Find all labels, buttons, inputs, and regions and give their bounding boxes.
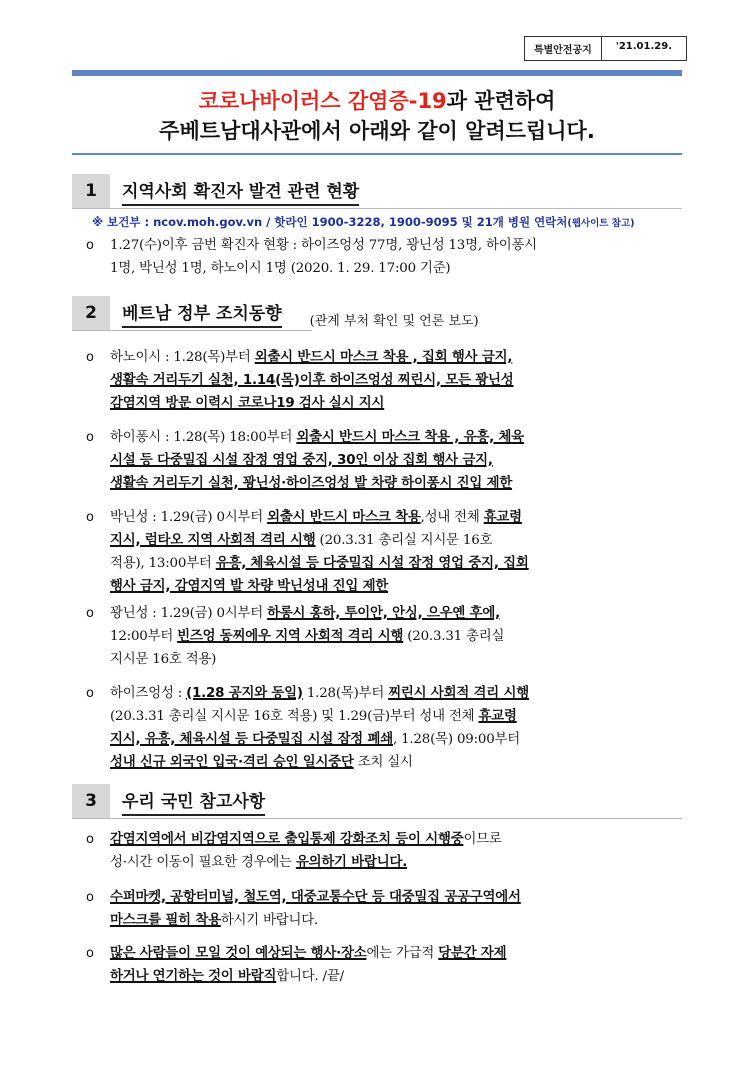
section-3-number: 3 xyxy=(72,784,110,818)
s2-bacninh-c: ,성내 전체 xyxy=(420,510,484,525)
s2-quangninh-f: 지시문 16호 적용) xyxy=(110,652,217,667)
s2-hanoi-a: 하노이시 : 1.28(목)부터 xyxy=(110,350,255,365)
s2-bacninh-f: (20.3.31 총리실 지시문 16호 xyxy=(315,533,493,548)
s2-haiduong-j: 조치 실시 xyxy=(353,755,413,770)
s1-bullet xyxy=(86,234,686,280)
section-3-title: 우리 국민 참고사항 xyxy=(122,787,265,816)
s2-hanoi-b: 외출시 반드시 마스크 착용 , 집회 행사 금지, xyxy=(254,350,513,365)
s3-item3-d: 하거나 연기하는 것이 바람직 xyxy=(110,969,277,984)
s3-item-2 xyxy=(86,886,686,932)
section-1-divider xyxy=(72,208,682,209)
s2-bacninh xyxy=(86,506,686,598)
s2-haiphong xyxy=(86,426,686,495)
s2-hanoi-d: 감염지역 방문 이력시 코로나19 검사 실시 지시 xyxy=(110,396,385,411)
s2-quangninh-a: 꽝닌성 : 1.29(금) 0시부터 xyxy=(110,606,268,621)
s2-haiduong xyxy=(86,682,686,774)
s3-item1-c: 성·시간 이동이 필요한 경우에는 xyxy=(110,855,296,870)
bullet-icon: o xyxy=(86,238,94,253)
s2-quangninh-e: (20.3.31 총리실 xyxy=(403,629,505,644)
section-2-note: (관계 부처 확인 및 언론 보도) xyxy=(309,313,479,329)
document-title xyxy=(72,86,682,146)
s3-item3-a: 많은 사람들이 모일 것이 예상되는 행사·장소 xyxy=(110,946,367,961)
s2-bacninh-a: 박닌성 : 1.29(금) 0시부터 xyxy=(110,510,268,525)
s3-item2-b: 마스크를 필히 착용 xyxy=(110,913,221,928)
section-1-header xyxy=(72,174,359,208)
bullet-icon: o xyxy=(86,686,94,701)
section-1-number: 1 xyxy=(72,174,110,208)
s2-bacninh-i: 행사 금지, 감염지역 발 차량 박닌성내 진입 제한 xyxy=(110,579,389,594)
s2-bacninh-e: 지시, 럼타오 지역 사회적 격리 시행 xyxy=(110,533,316,548)
s2-haiphong-c: 시설 등 다중밀집 시설 잠정 영업 중지, 30인 이상 집회 행사 금지, xyxy=(110,453,493,468)
s2-hanoi-c: 생활속 거리두기 실천, 1.14(목)이후 하이즈엉성 찌린시, 모든 꽝닌성 xyxy=(110,373,514,388)
s2-haiphong-d: 생활속 거리두기 실천, 꽝닌성·하이즈엉성 발 차량 하이퐁시 진입 제한 xyxy=(110,476,513,491)
s3-item1-a: 감염지역에서 비감염지역으로 출입통제 강화조치 등이 시행중 xyxy=(110,832,464,847)
s2-bacninh-h: 유흥, 체육시설 등 다중밀집 시설 잠정 영업 중지, 집회 xyxy=(215,556,529,571)
bullet-icon: o xyxy=(86,946,94,961)
s2-bacninh-b: 외출시 반드시 마스크 착용 xyxy=(267,510,421,525)
title-bottom-bar xyxy=(72,153,682,155)
s2-haiduong-d: 찌린시 사회적 격리 시행 xyxy=(388,686,529,701)
section-2-title: 베트남 정부 조치동향 xyxy=(122,299,282,328)
notice-label: 특별안전공지 xyxy=(533,45,592,56)
s2-haiduong-g: 지시, 유흥, 체육시설 등 다중밀집 시설 잠정 폐쇄 xyxy=(110,732,393,747)
section-2-header xyxy=(72,296,479,330)
s2-haiphong-a: 하이퐁시 : 1.28(목) 18:00부터 xyxy=(110,430,297,445)
s3-item3-e: 합니다. /끝/ xyxy=(276,969,344,984)
s1-note-small: (웹사이트 참고) xyxy=(567,218,635,229)
title-line2: 주베트남대사관에서 아래와 같이 알려드립니다. xyxy=(159,119,595,143)
section-3-header xyxy=(72,784,265,818)
s3-item1-d: 유의하기 바랍니다. xyxy=(295,855,408,870)
section-2-divider xyxy=(72,330,312,331)
s3-item3-b: 에는 가급적 xyxy=(366,946,439,961)
s2-haiduong-i: 성내 신규 외국인 입국·격리 승인 일시중단 xyxy=(110,755,354,770)
bullet-icon: o xyxy=(86,606,94,621)
notice-date: '21.01.29. xyxy=(601,37,686,60)
title-top-bar xyxy=(72,70,682,76)
title-line1-rest: 과 관련하여 xyxy=(446,89,556,113)
s2-haiduong-e: (20.3.31 총리실 지시문 16호 적용) 및 1.29(금)부터 성내 전체 xyxy=(110,709,479,724)
bullet-icon: o xyxy=(86,430,94,445)
s2-hanoi xyxy=(86,346,686,415)
bullet-icon: o xyxy=(86,890,94,905)
s2-bacninh-g: 적용), 13:00부터 xyxy=(110,556,216,571)
s3-item2-a: 수퍼마켓, 공항터미널, 철도역, 대중교통수단 등 대중밀집 공공구역에서 xyxy=(110,890,521,905)
s2-quangninh-d: 빈즈엉 동찌에우 지역 사회적 격리 시행 xyxy=(177,629,404,644)
title-red: 코로나바이러스 감염증-19 xyxy=(198,89,447,113)
bullet-icon: o xyxy=(86,832,94,847)
s2-quangninh xyxy=(86,602,686,671)
bullet-icon: o xyxy=(86,510,94,525)
s2-haiduong-f: 휴교령 xyxy=(478,709,517,724)
s3-item1-b: 이므로 xyxy=(463,832,502,847)
section-1-title: 지역사회 확진자 발견 관련 현황 xyxy=(122,177,359,206)
s2-haiduong-a: 하이즈엉성 : xyxy=(110,686,187,701)
s2-haiphong-b: 외출시 반드시 마스크 착용 , 유흥, 체육 xyxy=(296,430,524,445)
s2-haiduong-b: (1.28 공지와 동일) xyxy=(186,686,303,701)
s3-item-1 xyxy=(86,828,686,874)
notice-stamp xyxy=(524,36,687,61)
section-3-divider xyxy=(72,818,682,819)
s2-bacninh-d: 휴교령 xyxy=(483,510,522,525)
s3-item-3 xyxy=(86,942,686,988)
s1-note xyxy=(92,214,634,230)
s3-item2-c: 하시기 바랍니다. xyxy=(220,913,319,928)
s1-line1: 1.27(수)이후 금번 확진자 현황 : 하이즈엉성 77명, 꽝닌성 13명, 하이퐁시 xyxy=(110,238,537,253)
s2-haiduong-h: , 1.28(목) 09:00부터 xyxy=(392,732,521,747)
s2-quangninh-b: 하롱시 홍하, 투이안, 안싱, 으우옌 후에, xyxy=(267,606,500,621)
s3-item3-c: 당분간 자제 xyxy=(438,946,507,961)
s1-note-main: ※ 보건부 : ncov.moh.gov.vn / 핫라인 1900-3228, 1900-9095 및 21개 병원 연락처 xyxy=(92,215,568,229)
s1-line2: 1명, 박닌성 1명, 하노이시 1명 (2020. 1. 29. 17:00 기준) xyxy=(110,261,451,276)
section-2-number: 2 xyxy=(72,296,110,330)
bullet-icon: o xyxy=(86,350,94,365)
s2-haiduong-c: 1.28(목)부터 xyxy=(302,686,389,701)
s2-quangninh-c: 12:00부터 xyxy=(110,629,178,644)
